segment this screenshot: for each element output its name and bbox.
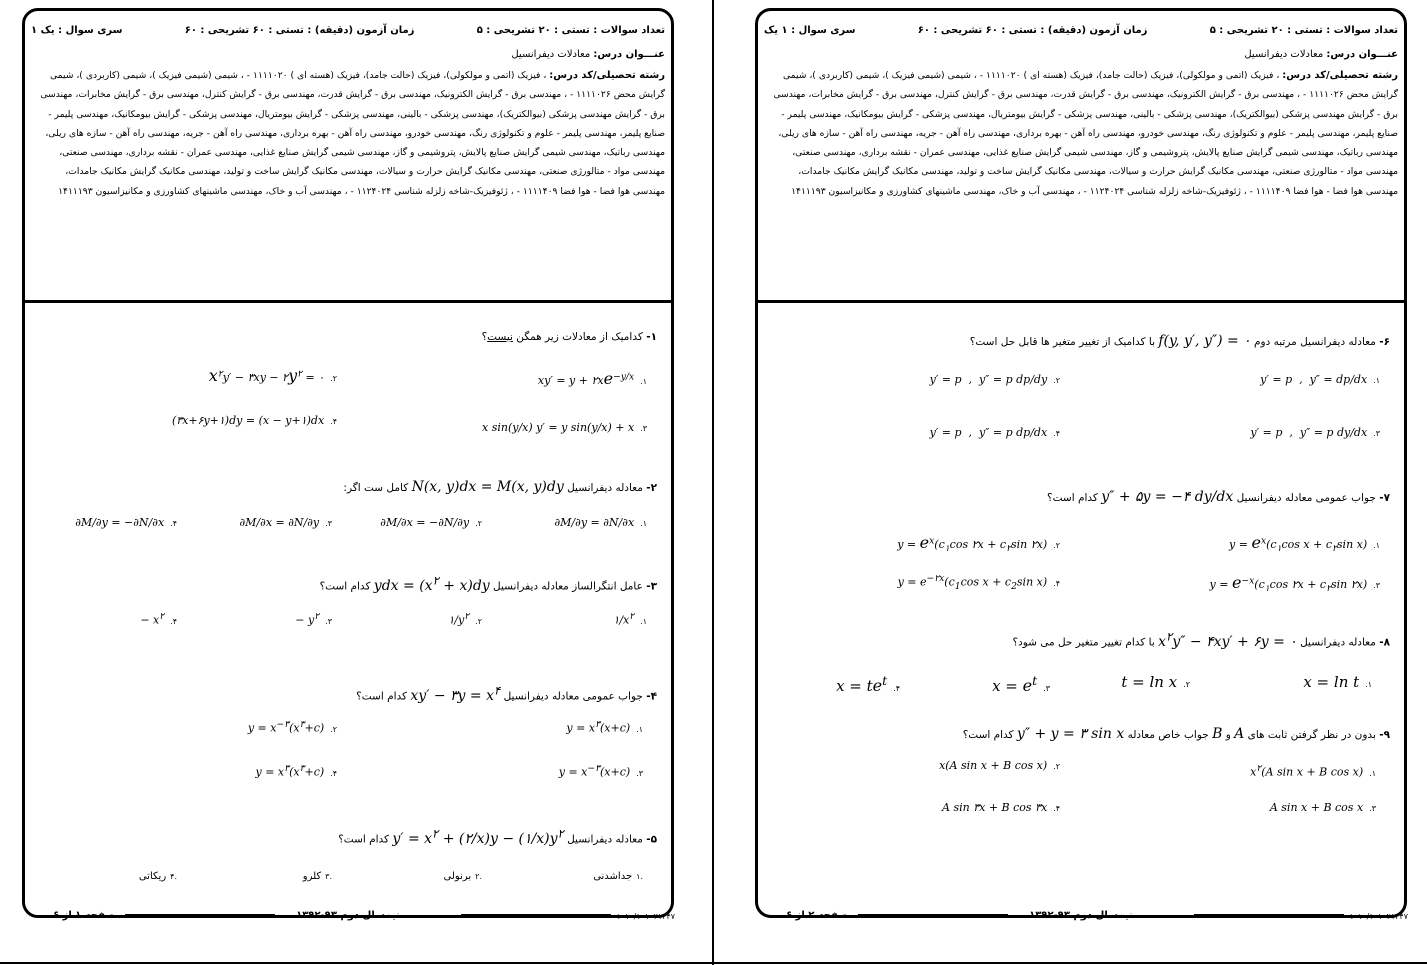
q3-option-4[interactable]: − $x^۲$ .۴ — [140, 611, 177, 627]
subject-line — [764, 49, 1398, 60]
question-text-end: با کدامیک از تغییر متغیر ها قابل حل است؟ — [969, 336, 1156, 348]
option-number: .۴ — [170, 872, 177, 881]
q4-option-2[interactable]: $y = x^{-۳}(x^۳+c)$ .۲ — [247, 719, 337, 735]
question-text-end: کدام است؟ — [962, 729, 1014, 741]
field-label: رشته تحصیلی/کد درس: — [549, 70, 665, 81]
q3-option-1[interactable]: $۱/x^۲$ .۱ — [613, 611, 647, 627]
field-text: ، فیزیک (اتمی و مولکولی)، فیزیک (حالت جامد)، فیزیک (هسته ای ) ۱۱۱۱۰۲۰ - ، شیمی (شیمی فیزیک )، شیمی (کاربردی )، شیمی گرایش محض ۱۱۱۱۰۲۶ - ، مهندسی برق - گرایش الکترونیک، مهندسی برق - گرایش قدرت، مهندسی برق - گرایش کنترل، مهندسی برق - گرایش مخابرات، مهندسی برق - گرایش مهندسی پزشکی (بیوالکتریک)، مهندسی پزشکی - بالینی، مهندسی پزشکی - گرایش بیومتریال، مهندسی پزشکی - گرایش بیومکانیک، مهندسی پلیمر - صنایع پلیمر، مهندسی پلیمر - علوم و تکنولوژی رنگ، مهندسی خودرو، مهندسی راه آهن - بهره برداری، مهندسی راه آهن - جریه، مهندسی راه آهن - سازه های ریلی، مهندسی رباتیک، مهندسی شیمی گرایش صنایع پالایش، پتروشیمی و گاز، مهندسی شیمی گرایش صنایع غذایی، مهندسی عمران - نقشه برداری، مهندسی صنعتی، مهندسی مواد - متالورژی صنعتی، مهندسی مکانیک گرایش حرارت و سیالات، مهندسی مکانیک گرایش ساخت و تولید، مهندسی مکانیک گرایش مکانیک جامدات، مهندسی هوا فضا - هوا فضا ۱۱۱۱۴۰۹ - ، ژئوفیزیک-شاخه زلزله شناسی ۱۱۲۴۰۲۴ - ، مهندسی آب و خاک، مهندسی ماشینهای کشاورزی و مکانیزاسیون ۱۴۱۱۱۹۳ — [773, 70, 1398, 197]
question-text-end: کدام است؟ — [338, 833, 390, 846]
option-number: .۳ — [1043, 684, 1050, 693]
subject-line — [31, 49, 665, 60]
q6-option-4[interactable]: y′ = p , y″ = p dp/dx .۴ — [929, 426, 1060, 439]
q1-option-1[interactable]: $xy' = y + ۲xe^{-y/x}$ .۱ — [537, 369, 647, 388]
exam-code: ۱۰۱۰/۱۰۱۰۲۱۴۴۷ — [616, 912, 675, 921]
option-number: .۲ — [330, 374, 337, 383]
page-number: صفحه ۲ از ۶ — [786, 910, 848, 921]
question-number: ۲- — [646, 482, 657, 494]
option-number: .۱ — [636, 724, 643, 734]
q3-option-2[interactable]: $۱/y^۲$ .۲ — [448, 611, 482, 627]
q6-option-2[interactable]: y′ = p , y″ = p dp/dy .۲ — [929, 373, 1060, 386]
exam-page-2: تعداد سوالات : تستی : ۲۰ تشریحی : ۵ زمان آزمون (دقیقه) : تستی : ۶۰ تشریحی : ۶۰ سری سوال : ۱ یک عنـــوان درس: معادلات دیفرانسیل رشته تحصیلی/کد درس: ، فیزیک (اتمی و مولکولی)، فیزیک (حالت جامد)، فیزیک (هسته ای ) ۱۱۱۱۰۲۰ - ، شیمی (شیمی فیزیک )، شیمی (کاربردی )، شیمی گرایش محض ۱۱۱۱۰۲۶ - ، مهندسی برق - گرایش الکترونیک، مهندسی برق - گرایش قدرت، مهندسی برق - گرایش کنترل، مهندسی برق - گرایش مخابرات، مهندسی برق - گرایش مهندسی پزشکی (بیوالکتریک)، مهندسی پزشکی - بالینی، مهندسی پزشکی - گرایش بیومتریال، مهندسی پزشکی - گرایش بیومکانیک، مهندسی پلیمر - صنایع پلیمر، مهندسی پلیمر - علوم و تکنولوژی رنگ، مهندسی خودرو، مهندسی راه آهن - بهره برداری، مهندسی راه آهن - جریه، مهندسی راه آهن - سازه های ریلی، مهندسی رباتیک، مهندسی شیمی گرایش صنایع پالایش، پتروشیمی و گاز، مهندسی شیمی گرایش صنایع غذایی، مهندسی عمران - نقشه برداری، مهندسی صنعتی، مهندسی مواد - متالورژی صنعتی، مهندسی مکانیک گرایش حرارت و سیالات، مهندسی مکانیک گرایش ساخت و تولید، مهندسی مکانیک گرایش مکانیک جامدات، مهندسی هوا فضا - هوا فضا ۱۱۱۱۴۰۹ - ، ژئوفیزیک-شاخه زلزله شناسی ۱۱۲۴۰۲۴ - ، مهندسی آب و خاک، مهندسی ماشینهای کشاورزی و مکانیزاسیون ۱۴۱۱۱۹۳ ۶- معادله دیفرانسیل مرتبه دوم f(y, y′, y″) = ۰ با کدامیک از تغییر متغیر ها قابل حل است؟ y′ = p , y″ = dp/dx .۱ y′ = p , y″ = p dp/dy .۲ y′ = p , y″ = p dy/dx .۳ y′ = p , y″ = p dp/dx .۴ ۷- جواب عمومی معادله دیفرانسیل y″ + ۵y = −۴ dy/dx کدام است؟ $y = e^x(c_۱\cos$ $x + c_۲\sin$ x) .۱ $y = e^x(c_۱\cos$ ۲x + $c_۲\sin$ ۲x) .۲ $y = e^{-x}(c_۱\cos$ ۲x + $c_۲\sin$ ۲x) .۳ $y = e^{-۲x}(c_1\cos$ $x + c_2\sin$ x) .۴ ۸- معادله دیفرانسیل $x^۲y''$ − ۴xy′ + ۶y = ۰ با کدام تغییر متغیر حل می شود؟ x = ln t .۱ t = ln x .۲ $x = e^t.۳$ $x = te^t.۴$ ۹- بدون در نظر گرفتن ثابت های A و B جواب خاص معادله y″ + y = ۳ sin x کدام است؟ $x^۲(A$ sin x + B cos x) .۱ x(A sin x + B cos x) .۲ A sin x + B cos x .۳ A sin ۳x + B cos ۳x .۴ ۱۰۱۰/۱۰۱۰۲۱۴۴۷ نیمسال دوم ۹۳-۱۳۹۲ صفحه ۲ از ۶ — [755, 8, 1407, 918]
footer-line — [1194, 914, 1344, 917]
option-number: .۳ — [1373, 429, 1380, 438]
option-number: .۱ — [1373, 376, 1380, 385]
question-number: ۶- — [1379, 336, 1390, 348]
option-number: .۲ — [1183, 680, 1190, 689]
exam-code: ۱۰۱۰/۱۰۱۰۲۱۴۴۷ — [1349, 912, 1408, 921]
q7-option-1[interactable]: $y = e^x(c_۱\cos$ $x + c_۲\sin$ x) .۱ — [1229, 533, 1380, 555]
q2-option-1[interactable]: ∂M/∂y = ∂N/∂x .۱ — [554, 516, 647, 529]
q6-option-3[interactable]: y′ = p , y″ = p dy/dx .۳ — [1250, 426, 1380, 439]
question-count: تعداد سوالات : تستی : ۲۰ تشریحی : ۵ — [476, 24, 665, 36]
q4-option-1[interactable]: $y = x^۳(x+c)$ .۱ — [566, 719, 643, 735]
q9-option-2[interactable]: x(A sin x + B cos x) .۲ — [939, 759, 1060, 772]
question-text: جواب عمومی معادله دیفرانسیل — [503, 690, 643, 703]
field-line — [764, 66, 1398, 201]
page-header — [25, 11, 671, 301]
q7-option-2[interactable]: $y = e^x(c_۱\cos$ ۲x + $c_۲\sin$ ۲x) .۲ — [897, 533, 1060, 555]
footer-line — [461, 914, 611, 917]
q8-option-2[interactable]: t = ln x .۲ — [1121, 673, 1190, 691]
question-text: معادله دیفرانسیل — [567, 833, 643, 846]
question-text: بدون در نظر گرفتن ثابت های — [1247, 729, 1376, 741]
exam-time: زمان آزمون (دقیقه) : تستی : ۶۰ تشریحی : ۶۰ — [184, 24, 415, 36]
option-number: .۲ — [475, 872, 482, 881]
option-number: .۴ — [170, 616, 177, 626]
q9-option-4[interactable]: A sin ۳x + B cos ۳x .۴ — [942, 801, 1060, 814]
q5-option-3[interactable] — [303, 871, 332, 882]
q7-option-3[interactable]: $y = e^{-x}(c_۱\cos$ ۲x + $c_۲\sin$ ۲x) .۳ — [1209, 573, 1380, 595]
page-number: صفحه ۱ از ۶ — [53, 910, 115, 921]
option-number: .۳ — [325, 616, 332, 626]
exam-time: زمان آزمون (دقیقه) : تستی : ۶۰ تشریحی : ۶۰ — [917, 24, 1148, 36]
header-separator — [758, 300, 1404, 303]
option-text: برنولی — [443, 871, 472, 882]
option-number: .۳ — [640, 424, 647, 433]
option-text: جداشدنی — [593, 871, 633, 882]
option-number: .۴ — [893, 684, 900, 693]
question-text-end: با کدام تغییر متغیر حل می شود؟ — [1012, 636, 1155, 649]
header-separator — [25, 300, 671, 303]
option-number: .۳ — [325, 519, 332, 528]
question-count: تعداد سوالات : تستی : ۲۰ تشریحی : ۵ — [1209, 24, 1398, 36]
option-number: .۳ — [636, 768, 643, 778]
page-divider — [712, 0, 714, 965]
q8-option-1[interactable]: x = ln t .۱ — [1303, 673, 1372, 691]
question-text-end: کدام است؟ — [1047, 492, 1098, 504]
q5-option-1[interactable] — [593, 871, 643, 882]
q2-option-4[interactable]: ∂M/∂y = −∂N/∂x .۴ — [75, 516, 177, 529]
q1-option-2[interactable]: $x^۲y'$ − ۳xy − $۲y^۲$ = ۰ .۲ — [208, 366, 337, 385]
question-text: معادله دیفرانسیل — [567, 482, 643, 494]
question-text: معادله دیفرانسیل — [1300, 636, 1376, 649]
q5-option-4[interactable] — [139, 871, 177, 882]
question-text: کدامیک از معادلات زیر همگن — [516, 331, 643, 343]
option-number: .۲ — [475, 519, 482, 528]
subject-label: عنـــوان درس: — [593, 49, 665, 60]
question-text: معادله دیفرانسیل مرتبه دوم — [1254, 336, 1376, 348]
option-number: .۳ — [325, 872, 332, 881]
q4-option-4[interactable]: $y = x^۳(x^۳+c)$ .۴ — [255, 763, 337, 779]
question-text-end: کدام است؟ — [319, 580, 371, 593]
q1-option-3[interactable]: x sin(y/x) y′ = y sin(y/x) + x .۳ — [482, 421, 647, 434]
option-number: .۱ — [640, 377, 647, 386]
question-series: سری سوال : یک ۱ — [31, 24, 123, 36]
q3-option-3[interactable]: − $y^۲$ .۳ — [295, 611, 332, 627]
option-number: .۲ — [330, 724, 337, 734]
subject-title: معادلات دیفرانسیل — [511, 49, 591, 60]
question-text: و — [1225, 729, 1231, 741]
semester: نیمسال دوم ۹۳-۱۳۹۲ — [296, 910, 400, 921]
question-number: ۴- — [646, 690, 657, 703]
q2-option-2[interactable]: ∂M/∂x = −∂N/∂y .۲ — [380, 516, 482, 529]
question-series: سری سوال : ۱ یک — [764, 24, 856, 36]
option-text: ریکاتی — [138, 871, 167, 882]
q9-option-3[interactable]: A sin x + B cos x .۳ — [1269, 801, 1376, 814]
option-text: کلرو — [302, 871, 322, 882]
option-number: .۱ — [636, 872, 643, 881]
footer-line — [125, 914, 275, 917]
option-number: .۲ — [1053, 762, 1060, 771]
question-text: جواب عمومی معادله دیفرانسیل — [1236, 492, 1376, 504]
option-number: .۱ — [640, 519, 647, 528]
q5-option-2[interactable] — [444, 871, 482, 882]
option-number: .۳ — [1373, 581, 1380, 590]
option-number: .۱ — [1369, 768, 1376, 778]
q9-option-1[interactable]: $x^۲(A$ sin x + B cos x) .۱ — [1250, 763, 1376, 779]
page-header — [758, 11, 1404, 301]
field-label: رشته تحصیلی/کد درس: — [1282, 70, 1398, 81]
question-negation: نیست — [487, 331, 513, 343]
question-number: ۹- — [1379, 729, 1390, 741]
question-number: ۳- — [646, 580, 657, 593]
option-number: .۲ — [1053, 376, 1060, 385]
q8-option-4[interactable]: $x = te^t.۴$ — [836, 673, 900, 695]
option-number: .۴ — [330, 768, 337, 778]
option-number: .۴ — [1053, 578, 1060, 588]
option-number: .۴ — [330, 417, 337, 426]
option-number: .۴ — [1053, 804, 1060, 813]
field-line — [31, 66, 665, 201]
question-text-end: کدام است؟ — [356, 690, 408, 703]
semester: نیمسال دوم ۹۳-۱۳۹۲ — [1029, 910, 1133, 921]
q1-option-4[interactable]: (۳x+۶y+۱)dy = (x − y+۱)dx .۴ — [171, 414, 337, 427]
q8-option-3[interactable]: $x = e^t.۳$ — [992, 673, 1050, 695]
option-number: .۱ — [640, 616, 647, 626]
option-number: .۳ — [1369, 804, 1376, 813]
footer-line — [858, 914, 1008, 917]
q6-option-1[interactable]: y′ = p , y″ = dp/dx .۱ — [1260, 373, 1380, 386]
q2-option-3[interactable]: ∂M/∂x = ∂N/∂y .۳ — [239, 516, 332, 529]
question-number: ۸- — [1379, 636, 1390, 649]
option-number: .۱ — [1365, 680, 1372, 689]
option-number: .۴ — [1053, 429, 1060, 438]
question-text: عامل انتگرالساز معادله دیفرانسیل — [493, 580, 643, 593]
option-number: .۴ — [170, 519, 177, 528]
q7-option-4[interactable]: $y = e^{-۲x}(c_1\cos$ $x + c_2\sin$ x) .۴ — [897, 573, 1060, 592]
bottom-line — [0, 962, 1427, 964]
exam-page-1: تعداد سوالات : تستی : ۲۰ تشریحی : ۵ زمان آزمون (دقیقه) : تستی : ۶۰ تشریحی : ۶۰ سری سوال : یک ۱ عنـــوان درس: معادلات دیفرانسیل رشته تحصیلی/کد درس: ، فیزیک (اتمی و مولکولی)، فیزیک (حالت جامد)، فیزیک (هسته ای ) ۱۱۱۱۰۲۰ - ، شیمی (شیمی فیزیک )، شیمی (کاربردی )، شیمی گرایش محض ۱۱۱۱۰۲۶ - ، مهندسی برق - گرایش الکترونیک، مهندسی برق - گرایش قدرت، مهندسی برق - گرایش کنترل، مهندسی برق - گرایش مخابرات، مهندسی برق - گرایش مهندسی پزشکی (بیوالکتریک)، مهندسی پزشکی - بالینی، مهندسی پزشکی - گرایش بیومتریال، مهندسی پزشکی - گرایش بیومکانیک، مهندسی پلیمر - صنایع پلیمر، مهندسی پلیمر - علوم و تکنولوژی رنگ، مهندسی خودرو، مهندسی راه آهن - بهره برداری، مهندسی راه آهن - جریه، مهندسی راه آهن - سازه های ریلی، مهندسی رباتیک، مهندسی شیمی گرایش صنایع پالایش، پتروشیمی و گاز، مهندسی شیمی گرایش صنایع غذایی، مهندسی عمران - نقشه برداری، مهندسی صنعتی، مهندسی مواد - متالورژی صنعتی، مهندسی مکانیک گرایش حرارت و سیالات، مهندسی مکانیک گرایش ساخت و تولید، مهندسی مکانیک گرایش مکانیک جامدات، مهندسی هوا فضا - هوا فضا ۱۱۱۱۴۰۹ - ، ژئوفیزیک-شاخه زلزله شناسی ۱۱۲۴۰۲۴ - ، مهندسی آب و خاک، مهندسی ماشینهای کشاورزی و مکانیزاسیون ۱۴۱۱۱۹۳ ۱- کدامیک از معادلات زیر همگن نیست؟ $xy' = y + ۲xe^{-y/x}$ .۱ $x^۲y'$ − ۳xy − $۲y^۲$ = ۰ .۲ x sin(y/x) y′ = y sin(y/x) + x .۳ (۳x+۶y+۱)dy = (x − y+۱)dx .۴ ۲- معادله دیفرانسیل N(x, y)dx = M(x, y)dy کامل ست اگر: ∂M/∂y = ∂N/∂x .۱ ∂M/∂x = −∂N/∂y .۲ ∂M/∂x = ∂N/∂y .۳ ∂M/∂y = −∂N/∂x .۴ ۳- عامل انتگرالساز معادله دیفرانسیل ydx = $(x^۲ + x)dy$ کدام است؟ $۱/x^۲$ .۱ $۱/y^۲$ .۲ − $y^۲$ .۳ − $x^۲$ .۴ ۴- جواب عمومی معادله دیفرانسیل xy′ − ۳y = $x^۴$ کدام است؟ $y = x^۳(x+c)$ .۱ $y = x^{-۳}(x^۳+c)$ .۲ $y = x^{-۳}(x+c)$ .۳ $y = x^۳(x^۳+c)$ .۴ ۵- معادله دیفرانسیل $y' = x^۲$ + (۲/x)y − $(۱/x)y^۲$ کدام است؟ .۱جداشدنی .۲برنولی .۳کلرو .۴ریکاتی ۱۰۱۰/۱۰۱۰۲۱۴۴۷ نیمسال دوم ۹۳-۱۳۹۲ صفحه ۱ از ۶ — [22, 8, 674, 918]
subject-title: معادلات دیفرانسیل — [1244, 49, 1324, 60]
option-number: .۲ — [475, 616, 482, 626]
page-footer — [758, 907, 1408, 921]
option-number: .۲ — [1053, 541, 1060, 550]
question-number: ۷- — [1379, 492, 1390, 504]
question-number: ۵- — [646, 833, 657, 846]
field-text: ، فیزیک (اتمی و مولکولی)، فیزیک (حالت جامد)، فیزیک (هسته ای ) ۱۱۱۱۰۲۰ - ، شیمی (شیمی فیزیک )، شیمی (کاربردی )، شیمی گرایش محض ۱۱۱۱۰۲۶ - ، مهندسی برق - گرایش الکترونیک، مهندسی برق - گرایش قدرت، مهندسی برق - گرایش کنترل، مهندسی برق - گرایش مخابرات، مهندسی برق - گرایش مهندسی پزشکی (بیوالکتریک)، مهندسی پزشکی - بالینی، مهندسی پزشکی - گرایش بیومتریال، مهندسی پزشکی - گرایش بیومکانیک، مهندسی پلیمر - صنایع پلیمر، مهندسی پلیمر - علوم و تکنولوژی رنگ، مهندسی خودرو، مهندسی راه آهن - بهره برداری، مهندسی راه آهن - جریه، مهندسی راه آهن - سازه های ریلی، مهندسی رباتیک، مهندسی شیمی گرایش صنایع پالایش، پتروشیمی و گاز، مهندسی شیمی گرایش صنایع غذایی، مهندسی عمران - نقشه برداری، مهندسی صنعتی، مهندسی مواد - متالورژی صنعتی، مهندسی مکانیک گرایش حرارت و سیالات، مهندسی مکانیک گرایش ساخت و تولید، مهندسی مکانیک گرایش مکانیک جامدات، مهندسی هوا فضا - هوا فضا ۱۱۱۱۴۰۹ - ، ژئوفیزیک-شاخه زلزله شناسی ۱۱۲۴۰۲۴ - ، مهندسی آب و خاک، مهندسی ماشینهای کشاورزی و مکانیزاسیون ۱۴۱۱۱۹۳ — [40, 70, 665, 197]
option-number: .۱ — [1373, 541, 1380, 550]
page-footer — [25, 907, 675, 921]
subject-label: عنـــوان درس: — [1326, 49, 1398, 60]
question-number: ۱- — [646, 331, 657, 343]
question-end: ؟ — [481, 331, 488, 343]
q4-option-3[interactable]: $y = x^{-۳}(x+c)$ .۳ — [558, 763, 643, 779]
question-text-end: کامل ست اگر: — [343, 482, 409, 494]
question-text: جواب خاص معادله — [1127, 729, 1209, 741]
